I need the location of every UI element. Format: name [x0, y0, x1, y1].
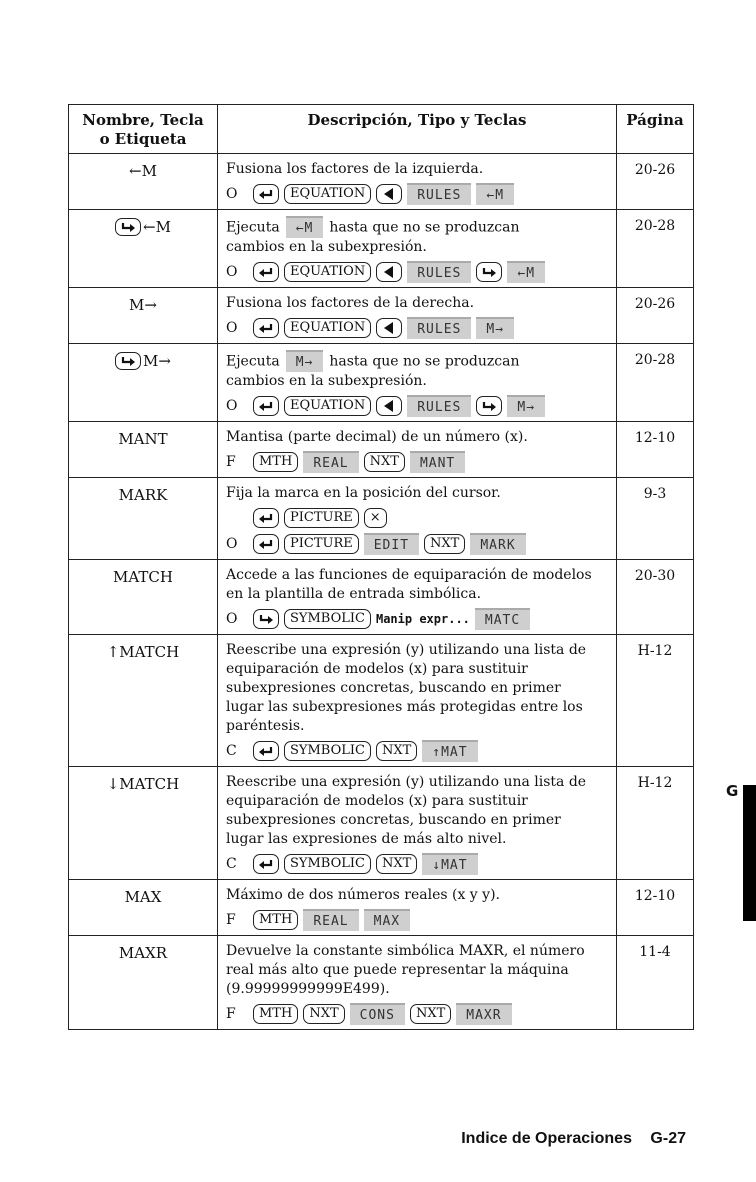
command-name — [118, 430, 167, 448]
menu-key-label: ←M — [286, 216, 324, 238]
description-line: real más alto que puede representar la máquina — [226, 962, 569, 978]
command-name-cell — [69, 422, 218, 478]
description-cell — [218, 635, 617, 767]
keystroke-sequence — [226, 533, 608, 555]
keystroke-sequence — [226, 261, 608, 283]
menu-key-label: MAXR — [456, 1003, 511, 1025]
description-cell — [218, 767, 617, 880]
description-line: lugar las subexpresiones más protegidas entre los — [226, 699, 583, 715]
menu-key-label: M→ — [507, 395, 545, 417]
description-line: Accede a las funciones de equiparación de modelos — [226, 567, 592, 583]
description-line: en la plantilla de entrada simbólica. — [226, 586, 482, 602]
command-name-text: MAXR — [118, 944, 168, 962]
operation-type: O — [226, 397, 238, 414]
header-name: Nombre, Tecla o Etiqueta — [69, 105, 218, 154]
page-reference: H-12 — [617, 635, 694, 767]
command-name — [125, 888, 162, 906]
left-arrow-key-icon — [376, 262, 402, 282]
menu-key-label: CONS — [350, 1003, 405, 1025]
table-row — [69, 288, 694, 344]
menu-key-label: ↑MAT — [422, 740, 477, 762]
description-line: Reescribe una expresión (y) utilizando una lista de — [226, 774, 587, 790]
page-reference: 11-4 — [617, 936, 694, 1030]
keystroke-sequence — [226, 909, 608, 931]
command-name — [129, 162, 157, 180]
keyboard-key: SYMBOLIC — [284, 854, 371, 874]
menu-key-label: REAL — [303, 909, 358, 931]
command-name-cell — [69, 560, 218, 635]
keyboard-key: PICTURE — [284, 508, 359, 528]
keyboard-key: NXT — [376, 741, 417, 761]
right-shift-key-icon — [115, 352, 141, 370]
keyboard-key: PICTURE — [284, 534, 359, 554]
footer-title: Indice de Operaciones — [461, 1130, 632, 1147]
keyboard-key: NXT — [303, 1004, 344, 1024]
page-footer — [461, 1130, 686, 1148]
command-name-cell — [69, 635, 218, 767]
operation-type: C — [226, 742, 237, 759]
description-line: subexpresiones concretas, buscando en primer — [226, 680, 561, 696]
menu-key-label: MAX — [364, 909, 410, 931]
right-shift-key-icon — [476, 396, 502, 416]
description-cell — [218, 210, 617, 288]
description-line: Reescribe una expresión (y) utilizando una lista de — [226, 642, 587, 658]
operations-table — [68, 104, 694, 1030]
operation-type: F — [226, 911, 236, 928]
left-shift-key-icon — [253, 534, 279, 554]
command-name — [107, 643, 180, 661]
command-name-cell — [69, 210, 218, 288]
description-text: hasta que no se produzcan — [329, 219, 520, 236]
header-description: Descripción, Tipo y Teclas — [218, 105, 617, 154]
page-reference: 12-10 — [617, 422, 694, 478]
description-cell — [218, 560, 617, 635]
page-reference: H-12 — [617, 767, 694, 880]
command-name — [129, 296, 157, 314]
keyboard-key: MTH — [253, 910, 298, 930]
section-tab-bar — [743, 785, 756, 921]
table-row — [69, 880, 694, 936]
page-reference: 20-26 — [617, 288, 694, 344]
keyboard-key: MTH — [253, 452, 298, 472]
right-shift-key-icon — [115, 218, 141, 236]
description-text: hasta que no se produzcan — [329, 353, 520, 370]
command-name — [119, 486, 168, 504]
command-name-text: ↑MATCH — [106, 643, 180, 661]
screen-text: Manip expr... — [375, 611, 470, 626]
command-name-cell — [69, 767, 218, 880]
keystroke-sequence — [226, 183, 608, 205]
left-shift-key-icon — [253, 262, 279, 282]
table-body — [69, 154, 694, 1030]
keystroke-sequence — [226, 853, 608, 875]
keyboard-key: EQUATION — [284, 184, 371, 204]
description-line: paréntesis. — [226, 718, 305, 734]
command-name — [107, 775, 180, 793]
description-line — [226, 216, 608, 238]
operation-type: F — [226, 453, 236, 470]
description-text: Ejecuta — [226, 219, 280, 236]
keyboard-key: NXT — [376, 854, 417, 874]
description-line — [226, 350, 608, 372]
left-shift-key-icon — [253, 184, 279, 204]
description-line: subexpresiones concretas, buscando en primer — [226, 812, 561, 828]
keyboard-key: SYMBOLIC — [284, 741, 371, 761]
command-name-cell — [69, 288, 218, 344]
description-cell — [218, 154, 617, 210]
operation-type: O — [226, 185, 238, 202]
page-reference: 20-30 — [617, 560, 694, 635]
command-name-text: MATCH — [113, 568, 173, 586]
command-name-cell — [69, 154, 218, 210]
menu-key-label: RULES — [407, 395, 471, 417]
keyboard-key: EQUATION — [284, 262, 371, 282]
section-letter: G — [726, 782, 739, 800]
menu-key-label: RULES — [407, 183, 471, 205]
description-line: Fija la marca en la posición del cursor. — [226, 485, 501, 501]
command-name-text: M→ — [129, 296, 157, 314]
command-name — [113, 568, 173, 586]
menu-key-label: RULES — [407, 261, 471, 283]
table-header-row — [69, 105, 694, 154]
menu-key-label: EDIT — [364, 533, 419, 555]
page-reference: 20-26 — [617, 154, 694, 210]
menu-key-label: M→ — [286, 350, 324, 372]
right-shift-key-icon — [476, 262, 502, 282]
command-name-text: M→ — [143, 352, 171, 370]
command-name — [115, 352, 171, 370]
description-line: Mantisa (parte decimal) de un número (x). — [226, 429, 528, 445]
keyboard-key: NXT — [410, 1004, 451, 1024]
menu-key-label: MANT — [410, 451, 465, 473]
menu-key-label: REAL — [303, 451, 358, 473]
description-cell — [218, 478, 617, 560]
description-line: cambios en la subexpresión. — [226, 373, 427, 389]
menu-key-label: MATC — [475, 608, 530, 630]
description-line: lugar las expresiones de más alto nivel. — [226, 831, 507, 847]
menu-key-label: ←M — [476, 183, 514, 205]
description-line: equiparación de modelos (x) para sustituir — [226, 661, 528, 677]
command-name-text: MANT — [118, 430, 168, 448]
left-arrow-key-icon — [376, 318, 402, 338]
keystroke-sequence — [226, 507, 608, 529]
keyboard-key: MTH — [253, 1004, 298, 1024]
header-page: Página — [617, 105, 694, 154]
keyboard-key: NXT — [424, 534, 465, 554]
command-name-text: ↓MATCH — [106, 775, 180, 793]
keyboard-key: NXT — [364, 452, 405, 472]
footer-page-number: G-27 — [650, 1130, 686, 1147]
keystroke-sequence — [226, 395, 608, 417]
menu-key-label: M→ — [476, 317, 514, 339]
command-name-text: MARK — [118, 486, 168, 504]
command-name-cell — [69, 936, 218, 1030]
command-name-cell — [69, 880, 218, 936]
description-line: Máximo de dos números reales (x y y). — [226, 887, 500, 903]
left-arrow-key-icon — [376, 184, 402, 204]
command-name-text: MAX — [124, 888, 162, 906]
left-shift-key-icon — [253, 396, 279, 416]
keyboard-key: EQUATION — [284, 318, 371, 338]
description-line: Fusiona los factores de la derecha. — [226, 295, 475, 311]
command-name-cell — [69, 344, 218, 422]
table-row — [69, 478, 694, 560]
table-row — [69, 635, 694, 767]
command-name-text: ←M — [143, 218, 171, 236]
left-shift-key-icon — [253, 508, 279, 528]
command-name — [115, 218, 171, 236]
keyboard-key: SYMBOLIC — [284, 609, 371, 629]
command-name-text: ←M — [129, 162, 157, 180]
table-row — [69, 344, 694, 422]
keystroke-sequence — [226, 317, 608, 339]
page-reference: 12-10 — [617, 880, 694, 936]
left-arrow-key-icon — [376, 396, 402, 416]
operation-type: C — [226, 855, 237, 872]
left-shift-key-icon — [253, 318, 279, 338]
menu-key-label: MARK — [470, 533, 525, 555]
description-line: Fusiona los factores de la izquierda. — [226, 161, 484, 177]
command-name — [119, 944, 167, 962]
table-row — [69, 936, 694, 1030]
table-row — [69, 767, 694, 880]
keystroke-sequence — [226, 740, 608, 762]
operation-type: O — [226, 610, 238, 627]
menu-key-label: ↓MAT — [422, 853, 477, 875]
command-name-cell — [69, 478, 218, 560]
description-cell — [218, 880, 617, 936]
operation-type: O — [226, 319, 238, 336]
operation-type: O — [226, 263, 238, 280]
page-reference: 20-28 — [617, 344, 694, 422]
right-shift-key-icon — [253, 609, 279, 629]
table-row — [69, 154, 694, 210]
table-row — [69, 210, 694, 288]
keystroke-sequence — [226, 608, 608, 630]
left-shift-key-icon — [253, 854, 279, 874]
description-cell — [218, 422, 617, 478]
page-reference: 20-28 — [617, 210, 694, 288]
page-reference: 9-3 — [617, 478, 694, 560]
keyboard-key: × — [364, 508, 387, 528]
keyboard-key: EQUATION — [284, 396, 371, 416]
table-row — [69, 560, 694, 635]
menu-key-label: RULES — [407, 317, 471, 339]
description-text: Ejecuta — [226, 353, 280, 370]
description-cell — [218, 288, 617, 344]
description-cell — [218, 936, 617, 1030]
left-shift-key-icon — [253, 741, 279, 761]
operation-type: F — [226, 1005, 236, 1022]
operation-type: O — [226, 535, 238, 552]
description-cell — [218, 344, 617, 422]
menu-key-label: ←M — [507, 261, 545, 283]
keystroke-sequence — [226, 451, 608, 473]
table-row — [69, 422, 694, 478]
description-line: equiparación de modelos (x) para sustituir — [226, 793, 528, 809]
keystroke-sequence — [226, 1003, 608, 1025]
description-line: Devuelve la constante simbólica MAXR, el número — [226, 943, 585, 959]
description-line: (9.99999999999E499). — [226, 981, 390, 997]
description-line: cambios en la subexpresión. — [226, 239, 427, 255]
